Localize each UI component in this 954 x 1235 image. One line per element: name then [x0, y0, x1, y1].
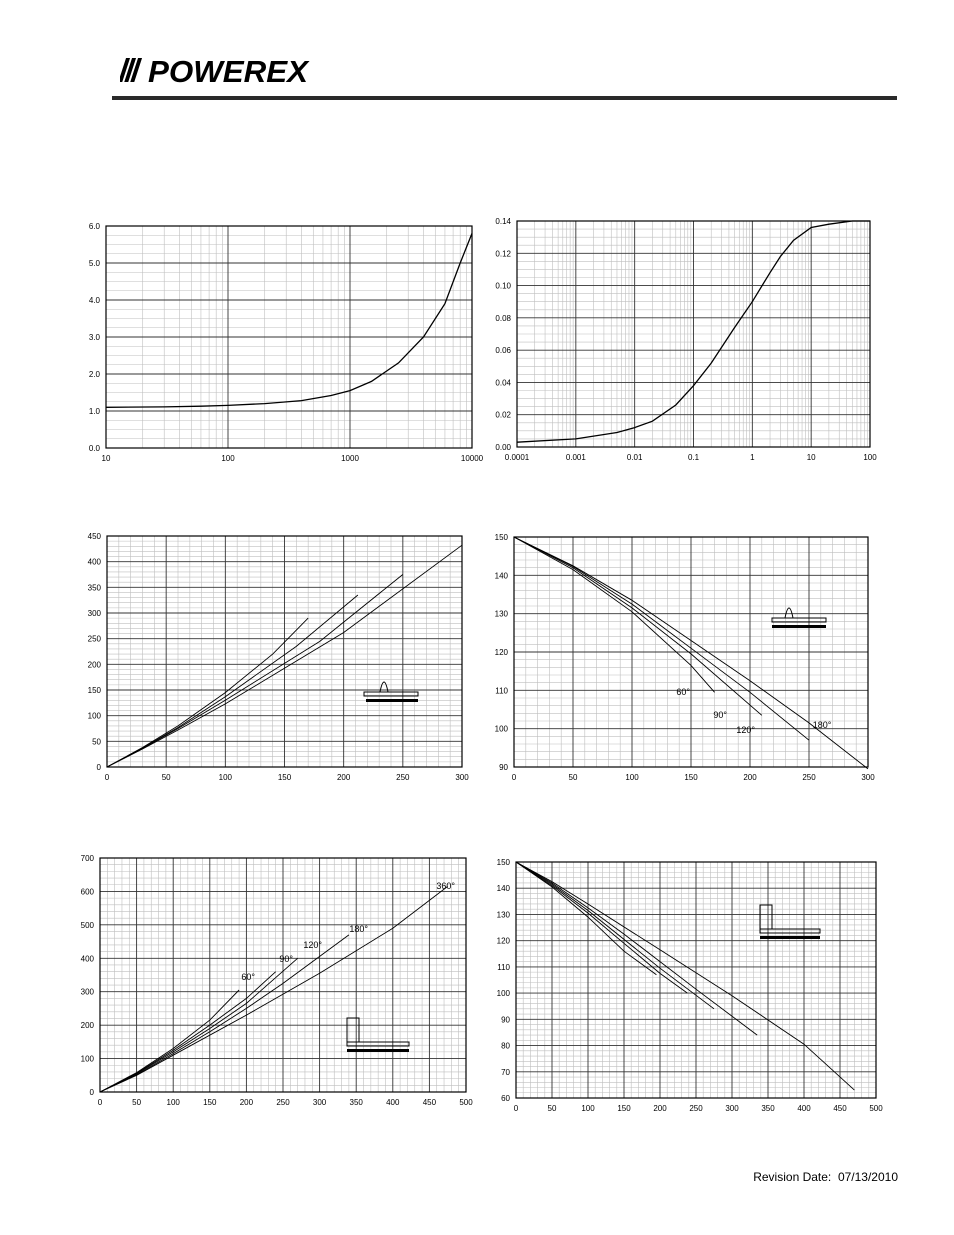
y-tick-label: 0.04 — [495, 378, 511, 388]
chart-3 — [60, 520, 480, 795]
x-tick-label: 100 — [221, 454, 235, 463]
x-tick-label: 10 — [101, 454, 111, 463]
x-tick-label: 300 — [312, 1098, 327, 1107]
annotation-label: 180° — [812, 720, 832, 730]
x-tick-label: 200 — [743, 773, 757, 782]
x-tick-label: 150 — [203, 1098, 217, 1107]
series-line-3 — [107, 575, 403, 768]
y-tick-label: 140 — [496, 884, 510, 894]
y-tick-label: 5.0 — [88, 259, 100, 268]
chart-panel-3 — [60, 520, 480, 795]
y-tick-label: 0.12 — [495, 249, 511, 259]
x-tick-label: 500 — [869, 1104, 883, 1113]
x-tick-label: 450 — [422, 1098, 437, 1107]
x-tick-label: 0 — [513, 1104, 519, 1113]
y-tick-label: 50 — [92, 737, 101, 747]
annotation-label: 180° — [349, 924, 368, 934]
y-tick-label: 300 — [80, 987, 94, 997]
chart-panel-5 — [60, 845, 480, 1125]
y-tick-label: 140 — [494, 571, 508, 581]
x-tick-label: 1000 — [341, 454, 359, 463]
rect-wave-icon-6 — [758, 903, 824, 943]
annotation-label: 120° — [736, 725, 755, 735]
y-tick-label: 150 — [496, 858, 510, 867]
y-tick-label: 0 — [96, 763, 101, 772]
annotation-label: 90° — [279, 954, 293, 964]
y-tick-label: 400 — [87, 557, 101, 567]
grid — [517, 221, 870, 447]
series-line-1 — [516, 862, 656, 975]
x-tick-label: 400 — [797, 1104, 811, 1113]
y-tick-label: 150 — [494, 533, 508, 542]
x-tick-label: 100 — [218, 773, 233, 782]
series-line-1 — [107, 618, 308, 767]
y-tick-label: 400 — [80, 954, 94, 964]
y-tick-label: 70 — [501, 1067, 510, 1077]
x-tick-label: 150 — [277, 773, 292, 782]
chart-panel-6 — [470, 845, 890, 1125]
chart-6 — [470, 845, 890, 1125]
y-tick-label: 0.00 — [495, 443, 511, 452]
x-tick-label: 100 — [166, 1098, 180, 1107]
series-line-2 — [516, 862, 687, 993]
y-tick-label: 250 — [87, 634, 101, 644]
y-tick-label: 100 — [496, 989, 510, 999]
revision-value: 07/13/2010 — [837, 1170, 898, 1184]
y-tick-label: 0.10 — [495, 281, 511, 291]
y-tick-label: 110 — [495, 686, 508, 696]
x-tick-label: 0 — [104, 773, 110, 782]
rect-wave-icon-5 — [345, 1016, 413, 1058]
y-tick-label: 450 — [87, 532, 101, 541]
y-tick-label: 80 — [501, 1041, 510, 1051]
y-tick-label: 100 — [87, 711, 101, 721]
x-tick-label: 100 — [581, 1104, 595, 1113]
chart-5 — [60, 845, 480, 1125]
y-tick-label: 90 — [499, 763, 508, 772]
x-tick-label: 1 — [750, 453, 755, 462]
y-tick-label: 700 — [80, 854, 94, 863]
x-tick-label: 200 — [336, 773, 351, 782]
x-tick-label: 350 — [349, 1098, 363, 1107]
annotation-label: 60° — [676, 687, 690, 697]
x-tick-label: 50 — [547, 1104, 557, 1113]
chart-2 — [470, 210, 890, 480]
y-tick-label: 0.14 — [495, 217, 511, 226]
y-tick-label: 0 — [89, 1088, 94, 1097]
header-rule — [112, 96, 897, 100]
y-tick-label: 100 — [494, 724, 508, 734]
x-tick-label: 250 — [276, 1098, 290, 1107]
y-tick-label: 4.0 — [88, 296, 100, 305]
x-tick-label: 200 — [239, 1098, 254, 1107]
x-tick-label: 150 — [684, 773, 698, 782]
y-tick-label: 60 — [501, 1094, 510, 1103]
powerex-logo — [120, 52, 310, 86]
revision-label: Revision Date: — [753, 1170, 832, 1184]
x-tick-label: 200 — [653, 1104, 667, 1113]
chart-panel-1 — [60, 210, 484, 480]
annotation-label: 60° — [241, 972, 255, 982]
y-tick-label: 120 — [496, 936, 510, 946]
x-tick-label: 250 — [802, 773, 816, 782]
x-tick-label: 400 — [386, 1098, 400, 1107]
y-tick-label: 6.0 — [88, 222, 100, 231]
y-tick-label: 110 — [497, 962, 510, 972]
y-tick-label: 500 — [80, 920, 94, 930]
y-tick-label: 350 — [87, 583, 101, 593]
series-line-1 — [106, 233, 472, 407]
x-tick-label: 0.1 — [687, 453, 700, 462]
x-tick-label: 300 — [725, 1104, 739, 1113]
chart-panel-4 — [470, 520, 890, 795]
revision-date — [753, 1170, 898, 1184]
y-tick-label: 130 — [494, 609, 508, 619]
x-tick-label: 250 — [396, 773, 410, 782]
chart-1 — [60, 210, 484, 480]
x-tick-label: 50 — [161, 773, 171, 782]
x-tick-label: 100 — [863, 453, 877, 462]
waveform-icon-4 — [770, 598, 830, 634]
y-tick-label: 1.0 — [88, 407, 100, 416]
x-tick-label: 0 — [97, 1098, 103, 1107]
annotation-label: 360° — [436, 881, 455, 891]
y-tick-label: 200 — [87, 660, 101, 670]
y-tick-label: 2.0 — [88, 370, 100, 379]
y-tick-label: 0.02 — [495, 410, 511, 420]
annotation-label: 90° — [713, 710, 727, 720]
x-tick-label: 0.01 — [626, 453, 643, 462]
grid — [107, 536, 462, 767]
x-tick-label: 150 — [617, 1104, 631, 1113]
y-tick-label: 200 — [80, 1021, 94, 1031]
x-tick-label: 0 — [511, 773, 517, 782]
grid — [514, 537, 868, 767]
x-tick-label: 0.0001 — [504, 453, 530, 462]
grid — [106, 226, 472, 448]
x-tick-label: 10000 — [460, 454, 484, 463]
y-tick-label: 0.08 — [495, 313, 511, 323]
x-tick-label: 0.001 — [565, 453, 586, 462]
x-tick-label: 350 — [761, 1104, 775, 1113]
series-line-2 — [514, 537, 762, 715]
y-tick-label: 600 — [80, 887, 94, 897]
y-tick-label: 90 — [501, 1015, 510, 1025]
x-tick-label: 50 — [568, 773, 578, 782]
chart-panel-2 — [470, 210, 890, 480]
x-tick-label: 100 — [625, 773, 639, 782]
x-tick-label: 450 — [833, 1104, 847, 1113]
x-tick-label: 250 — [689, 1104, 703, 1113]
annotation-label: 120° — [303, 940, 322, 950]
x-tick-label: 300 — [861, 773, 875, 782]
x-tick-label: 50 — [132, 1098, 142, 1107]
waveform-icon-3 — [360, 670, 422, 708]
y-tick-label: 3.0 — [88, 333, 100, 342]
y-tick-label: 0.06 — [495, 346, 511, 356]
y-tick-label: 0.0 — [88, 444, 100, 453]
y-tick-label: 300 — [87, 609, 101, 618]
x-tick-label: 300 — [455, 773, 469, 782]
chart-4 — [470, 520, 890, 795]
y-tick-label: 120 — [494, 648, 508, 657]
logo-text: POWEREX — [148, 54, 310, 86]
y-tick-label: 150 — [87, 686, 101, 695]
x-tick-label: 500 — [459, 1098, 473, 1107]
y-tick-label: 100 — [80, 1054, 94, 1064]
x-tick-label: 10 — [806, 453, 816, 462]
y-tick-label: 130 — [496, 910, 510, 920]
